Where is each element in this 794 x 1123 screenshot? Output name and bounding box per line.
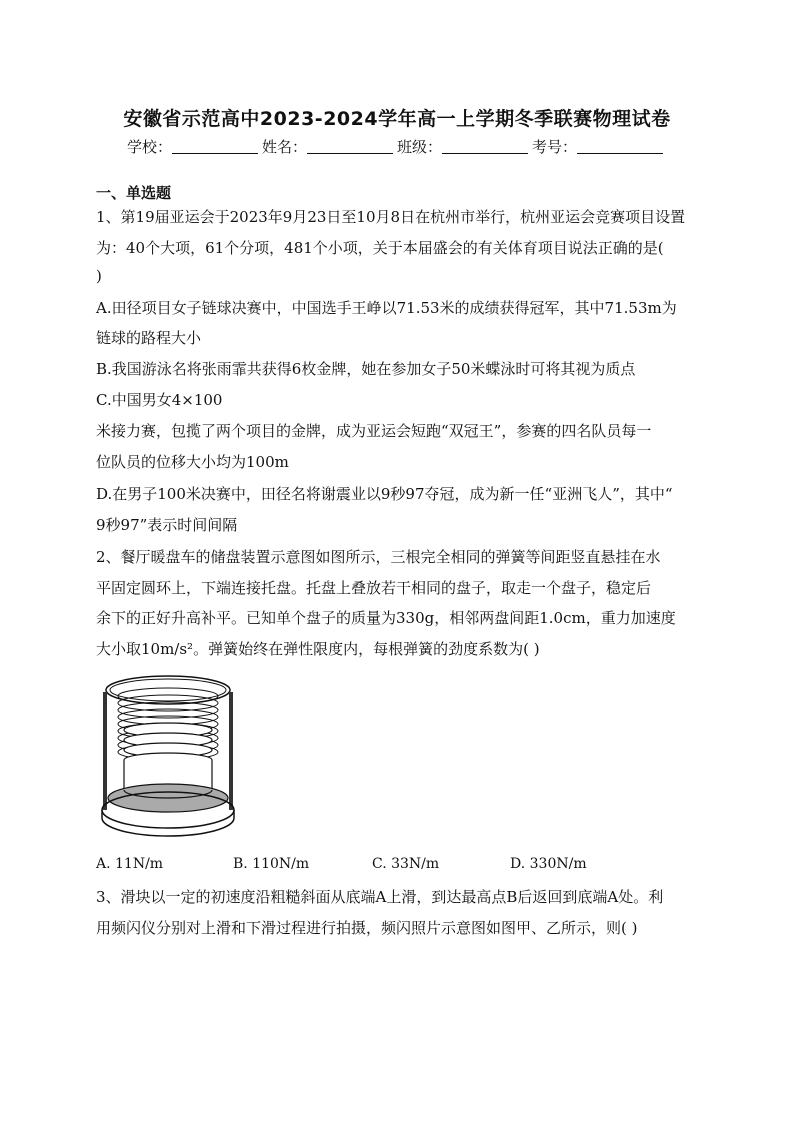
name-blank[interactable] [307, 139, 393, 154]
q1-stem-line-1: 1、第19届亚运会于2023年9月23日至10月8日在杭州市举行，杭州亚运会竞赛项目设置 [96, 208, 686, 226]
q2-stem-line-3: 余下的正好升高补平。已知单个盘子的质量为330g，相邻两盘间距1.0cm，重力加速度 [96, 609, 676, 627]
top-ring-inner [110, 679, 226, 701]
exam-number-label: 考号： [532, 138, 578, 156]
q2-option-a: A. 11N/m [96, 856, 164, 872]
plate-warmer-diagram [98, 668, 238, 844]
q2-option-d: D. 330N/m [510, 856, 587, 872]
q3-stem-line-1: 3、滑块以一定的初速度沿粗糙斜面从底端A上滑，到达最高点B后返回到底端A处。利 [96, 888, 664, 906]
q1-option-c-line-3: 位队员的位移大小均为100m [96, 453, 289, 471]
q1-option-d-line-2: 9秒97”表示时间间隔 [96, 516, 238, 534]
q2-option-b: B. 110N/m [233, 856, 310, 872]
q1-option-a-line-1: A.田径项目女子链球决赛中，中国选手王峥以71.53米的成绩获得冠军，其中71.53m为 [96, 299, 677, 317]
student-info-row [0, 136, 794, 157]
right-post [229, 692, 233, 810]
q1-option-a-line-2: 链球的路程大小 [96, 329, 202, 347]
school-label: 学校： [126, 138, 172, 156]
q2-stem-line-1: 2、餐厅暖盘车的储盘装置示意图如图所示，三根完全相同的弹簧等间距竖直悬挂在水 [96, 548, 661, 566]
q1-option-c-line-1: C.中国男女4×100 [96, 391, 223, 409]
q1-stem-line-3: ) [96, 267, 102, 285]
q2-option-c: C. 33N/m [372, 856, 440, 872]
left-post [103, 692, 107, 810]
page-title: 安徽省示范高中2023-2024学年高一上学期冬季联赛物理试卷 [123, 108, 671, 130]
q3-stem-line-2: 用频闪仪分别对上滑和下滑过程进行拍摄，频闪照片示意图如图甲、乙所示，则( ) [96, 919, 638, 937]
section-heading: 一、单选题 [96, 184, 172, 202]
school-blank[interactable] [172, 139, 258, 154]
q1-option-b: B.我国游泳名将张雨霏共获得6枚金牌，她在参加女子50米蝶泳时可将其视为质点 [96, 360, 636, 378]
q1-stem-line-2: 为：40个大项，61个分项，481个小项，关于本届盛会的有关体育项目说法正确的是( [96, 239, 664, 257]
class-blank[interactable] [442, 139, 528, 154]
q1-option-d-line-1: D.在男子100米决赛中，田径名将谢震业以9秒97夺冠，成为新一任“亚洲飞人”，其中“ [96, 485, 673, 503]
q2-stem-line-4: 大小取10m/s²。弹簧始终在弹性限度内，每根弹簧的劲度系数为( ) [96, 640, 540, 658]
class-label: 班级： [397, 138, 443, 156]
exam-number-blank[interactable] [577, 139, 663, 154]
q2-stem-line-2: 平固定圆环上，下端连接托盘。托盘上叠放若干相同的盘子，取走一个盘子，稳定后 [96, 579, 652, 597]
q1-option-c-line-2: 米接力赛，包揽了两个项目的金牌，成为亚运会短跑“双冠王”，参赛的四名队员每一 [96, 422, 652, 440]
name-label: 姓名： [261, 138, 307, 156]
